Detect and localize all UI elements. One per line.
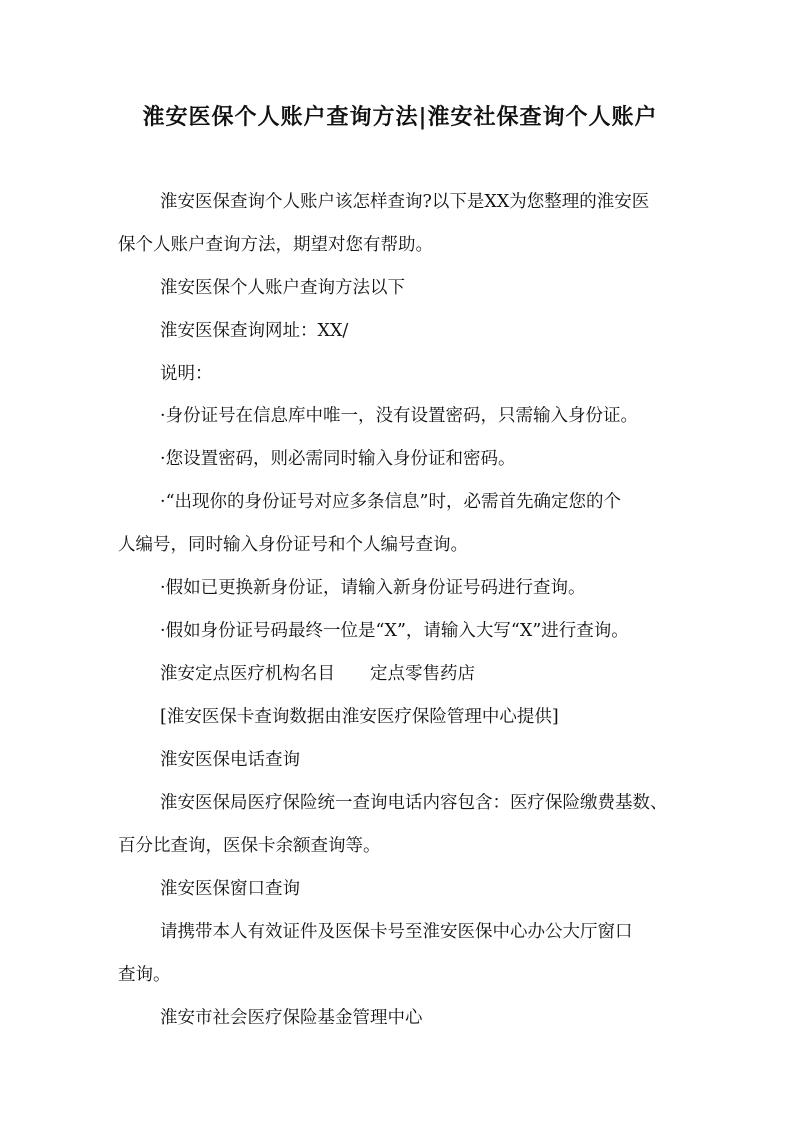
bullet-line: ·身份证号在信息库中唯一，没有设置密码，只需输入身份证。 (160, 406, 639, 426)
section-heading: 淮安医保窗口查询 (160, 879, 300, 899)
paragraph-line: 淮安市社会医疗保险基金管理中心 (160, 1008, 423, 1028)
bullet-line: ·假如身份证号码最终一位是“X”，请输入大写“X”进行查询。 (160, 621, 629, 641)
paragraph-line: 百分比查询，医保卡余额查询等。 (118, 836, 381, 856)
paragraph-line: 查询。 (118, 965, 171, 985)
paragraph-line: [淮安医保卡查询数据由淮安医疗保险管理中心提供] (160, 707, 559, 727)
section-heading: 淮安医保电话查询 (160, 750, 300, 770)
paragraph-line: 淮安医保个人账户查询方法以下 (160, 278, 405, 298)
paragraph-line: 淮安定点医疗机构名目 定点零售药店 (160, 664, 475, 684)
paragraph-line: 人编号，同时输入身份证号和个人编号查询。 (118, 535, 468, 555)
bullet-line: ·您设置密码，则必需同时输入身份证和密码。 (160, 449, 516, 469)
paragraph-line: 保个人账户查询方法，期望对您有帮助。 (118, 235, 433, 255)
paragraph-line: 说明： (160, 364, 213, 384)
document-title: 淮安医保个人账户查询方法|淮安社保查询个人账户 (142, 104, 658, 130)
paragraph-line: 淮安医保局医疗保险统一查询电话内容包含：医疗保险缴费基数、 (160, 793, 668, 813)
paragraph-line: 淮安医保查询个人账户该怎样查询?以下是XX为您整理的淮安医 (160, 192, 650, 212)
bullet-line: ·“出现你的身份证号对应多条信息”时，必需首先确定您的个 (160, 492, 621, 512)
bullet-line: ·假如已更换新身份证，请输入新身份证号码进行查询。 (160, 578, 586, 598)
paragraph-line: 淮安医保查询网址：XX/ (160, 321, 349, 341)
paragraph-line: 请携带本人有效证件及医保卡号至淮安医保中心办公大厅窗口 (160, 922, 633, 942)
